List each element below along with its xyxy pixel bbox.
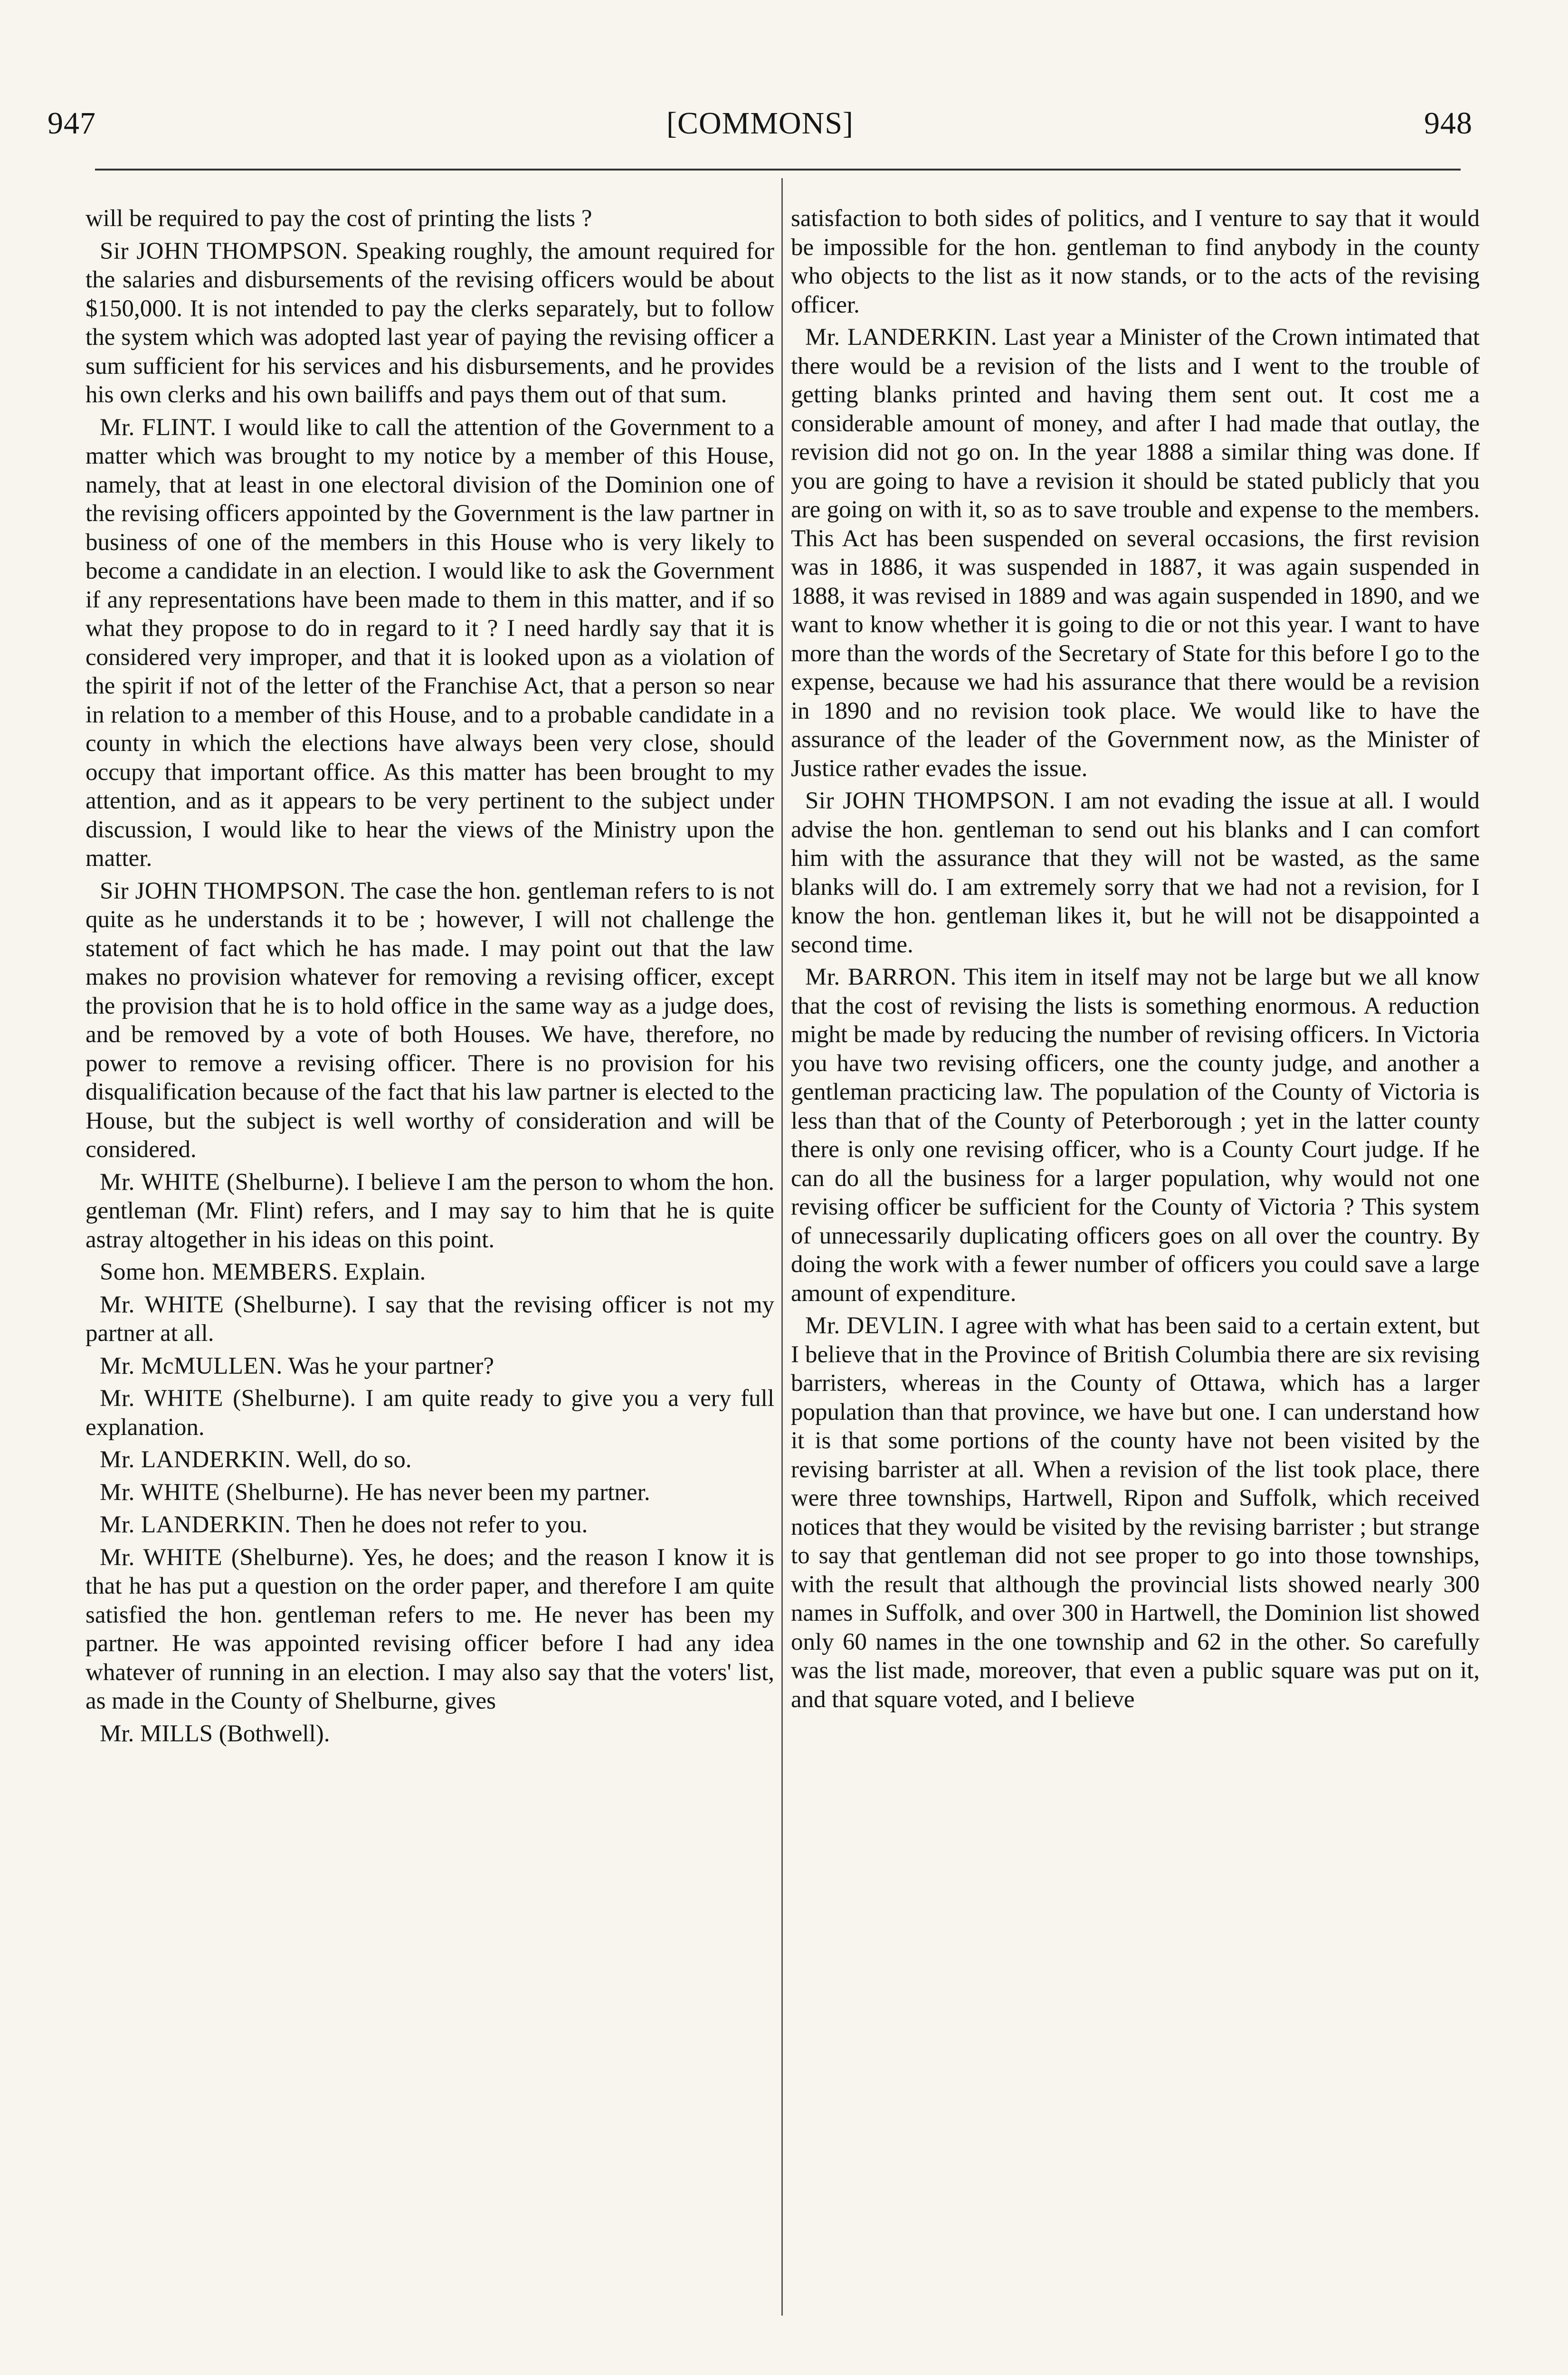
paragraph xyxy=(86,237,774,409)
column-divider xyxy=(781,178,783,2316)
paragraph xyxy=(86,1384,774,1442)
paragraph xyxy=(86,413,774,873)
paragraph xyxy=(86,1510,774,1539)
page-number-left: 947 xyxy=(48,106,96,141)
speech-text: I would like to call the attention of the Government to a matter which was brought to my notice by a member of this House, namely, that at least in one electoral division of the Dominion one of the revising officers appointed by the Government is the law partner in business of one of the members in this House who is very likely to become a candidate in an election. I would like to ask the Government if any representations have been made to them in this matter, and if so what they propose to do in regard to it ? I need hardly say that it is considered very improper, and that it is looked upon as a violation of the spirit if not of the letter of the Franchise Act, that a person so near in relation to a member of this House, and to a probable candidate in a county in which the elections have always been very close, should occupy that important office. As this matter has been brought to my attention, and as it appears to be very pertinent to the subject under discussion, I would like to hear the views of the Ministry upon the matter. xyxy=(86,414,775,872)
speech-text: This item in itself may not be large but we all know that the cost of revising the lists is something enormous. A reduction might be made by reducing the number of revising officers. In Victoria you have two revising officers, one the county judge, and another a gentleman practicing law. The population of the County of Victoria is less than that of the County of Peterborough ; yet in the latter county there is only one revising officer, who is a County Court judge. If he can do all the business for a larger population, why would not one revising officer be sufficient for the County of Victoria ? This system of unnecessarily duplicating officers goes on all over the country. By doing the work with a fewer number of officers you could save a large amount of expenditure. xyxy=(791,964,1480,1307)
paragraph xyxy=(86,1445,774,1474)
speaker-name: Mr. WHITE (Shelburne). xyxy=(100,1544,355,1571)
paragraph xyxy=(86,877,774,1164)
speech-text: Yes, he does; and the reason I know it is that he has put a question on the order paper, and therefore I am quite satisfied the hon. gentleman refers to me. He never has been my partner. He was appointed revising officer before I had any idea whatever of running in an election. I may also say that the voters' list, as made in the County of Shelburne, gives xyxy=(86,1544,774,1714)
speaker-name: Mr. LANDERKIN. xyxy=(100,1446,291,1473)
speaker-name: Mr. LANDERKIN. xyxy=(805,324,998,351)
speech-text: satisfaction to both sides of politics, and I venture to say that it would be impossible for the hon. gentleman to find anybody in the county who objects to the list as it now stands, or to the acts of the revising officer. xyxy=(791,205,1480,318)
speech-text: Explain. xyxy=(344,1259,426,1285)
speaker-name: Mr. FLINT. xyxy=(100,414,217,441)
speech-text: He has never been my partner. xyxy=(355,1479,650,1506)
speaker-name: Mr. WHITE (Shelburne). xyxy=(100,1385,356,1412)
page-footer-speaker xyxy=(86,1720,774,1748)
speaker-name: Mr. WHITE (Shelburne). xyxy=(100,1479,350,1506)
speech-text: I say that the revising officer is not my partner at all. xyxy=(86,1291,775,1347)
paragraph xyxy=(86,1258,774,1287)
right-column xyxy=(791,204,1480,1718)
paragraph xyxy=(86,1352,774,1381)
paragraph xyxy=(86,1478,774,1507)
speaker-name: Mr. BARRON. xyxy=(805,964,957,990)
speech-text: I am not evading the issue at all. I would advise the hon. gentleman to send out his blanks and I can comfort him with the assurance that they will not be wasted, as the same blanks will do. I am extremely sorry that we had not a revision, for I know the hon. gentleman likes it, but he will not be disappointed a second time. xyxy=(791,788,1480,958)
speech-text: Speaking roughly, the amount required for the salaries and disbursements of the revising officers would be about $150,000. It is not intended to pay the clerks separately, but to follow the system which was adopted last year of paying the revising officer a sum sufficient for his services and his disbursements, and he provides his own clerks and his own bailiffs and pays them out of that sum. xyxy=(86,238,775,408)
speaker-name: Mr. WHITE (Shelburne). xyxy=(100,1291,358,1318)
speech-text: Well, do so. xyxy=(296,1446,412,1473)
speech-text: I am quite ready to give you a very full explanation. xyxy=(86,1385,775,1441)
paragraph xyxy=(86,1291,774,1348)
speaker-name: Mr. LANDERKIN. xyxy=(100,1511,291,1538)
paragraph xyxy=(791,204,1480,319)
paragraph xyxy=(791,787,1480,959)
paragraph xyxy=(86,1543,774,1716)
speaker-name: Sir JOHN THOMPSON. xyxy=(100,238,348,265)
header-rule xyxy=(95,169,1461,171)
speech-text: Then he does not refer to you. xyxy=(296,1511,588,1538)
speaker-name: Sir JOHN THOMPSON. xyxy=(100,877,346,904)
paragraph xyxy=(791,1311,1480,1714)
page-title: [COMMONS] xyxy=(666,106,854,141)
speech-text: The case the hon. gentleman refers to is not quite as he understands it to be ; however, I will not challenge the statement of fact which he has made. I may point out that the law makes no provision whatever for removing a revising officer, except the provision that he is to hold office in the same way as a judge does, and be removed by a vote of both Houses. We have, therefore, no power to remove a revising officer. There is no provision for his disqualification because of the fact that his law partner is elected to the House, but the subject is well worthy of consideration and will be considered. xyxy=(86,877,774,1163)
speaker-name: Mr. DEVLIN. xyxy=(805,1312,945,1339)
speaker-name: Mr. McMULLEN. xyxy=(100,1352,283,1379)
speech-text: Last year a Minister of the Crown intimated that there would be a revision of the lists and I went to the trouble of getting blanks printed and having them sent out. It cost me a considerable amount of money, and after I had made that outlay, the revision did not go on. In the year 1888 a similar thing was done. If you are going to have a revision it should be stated publicly that you are going on with it, so as to save trouble and expense to the members. This Act has been suspended on several occasions, the first revision was in 1886, it was suspended in 1887, it was again suspended in 1888, it was revised in 1889 and was again suspended in 1890, and we want to know whether it is going to die or not this year. I want to have more than the words of the Secretary of State for this before I go to the expense, because we had his assurance that there would be a revision in 1890 and no revision took place. We would like to have the assurance of the leader of the Government now, as the Minister of Justice rather evades the issue. xyxy=(791,324,1480,782)
page-number-right: 948 xyxy=(1424,106,1473,141)
page-header xyxy=(48,97,1473,150)
speaker-name: Some hon. MEMBERS. xyxy=(100,1259,339,1285)
left-column xyxy=(86,204,774,1752)
speaker-name: Mr. WHITE (Shelburne). xyxy=(100,1168,350,1196)
paragraph xyxy=(86,1168,774,1254)
speech-text: Was he your partner? xyxy=(288,1352,494,1379)
footer-text: Mr. MILLS (Bothwell). xyxy=(100,1720,330,1747)
paragraph xyxy=(791,323,1480,783)
paragraph xyxy=(791,963,1480,1308)
speaker-name: Sir JOHN THOMPSON. xyxy=(805,788,1055,814)
paragraph: will be required to pay the cost of printing the lists ? xyxy=(86,205,592,232)
speech-text: I believe I am the person to whom the hon. gentleman (Mr. Flint) refers, and I may say to him that he is quite astray altogether in his ideas on this point. xyxy=(86,1168,774,1253)
speech-text: I agree with what has been said to a certain extent, but I believe that in the Province of British Columbia there are six revising barristers, whereas in the County of Ottawa, which has a larger population than that province, we have but one. I can understand how it is that some portions of the county have not been visited by the revising barrister at all. When a revision of the list took place, there were three townships, Hartwell, Ripon and Suffolk, which received notices that they would be visited by the revising barrister ; but strange to say that gentleman did not see proper to go into those townships, with the result that although the provincial lists showed nearly 300 names in Suffolk, and over 300 in Hartwell, the Dominion list showed only 60 names in the one township and 62 in the other. So carefully was the list made, moreover, that even a public square was put on it, and that square voted, and I believe xyxy=(791,1312,1480,1713)
